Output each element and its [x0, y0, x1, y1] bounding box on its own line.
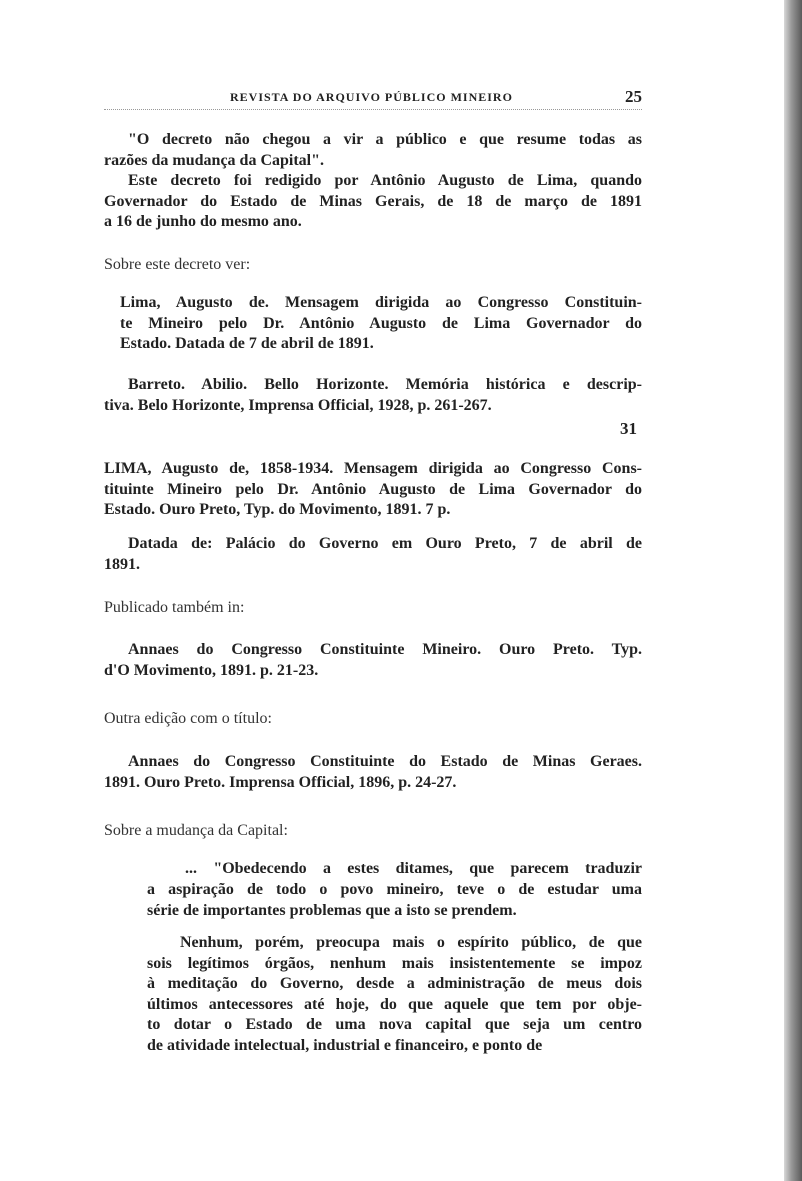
paragraph-line: Este decreto foi redigido por Antônio Augusto de Lima, quando	[128, 172, 642, 189]
catalog-entry-line: Estado. Ouro Preto, Typ. do Movimento, 1891. 7 p.	[104, 501, 451, 518]
quotation-line: Nenhum, porém, preocupa mais o espírito público, de que	[180, 934, 642, 951]
reference-line: tiva. Belo Horizonte, Imprensa Official, 1928, p. 261-267.	[104, 396, 492, 414]
quotation-line: sois legítimos órgãos, nenhum mais insistentemente se impoz	[147, 954, 642, 972]
header-rule	[104, 109, 642, 110]
running-header	[104, 89, 642, 111]
section-label-line: Sobre a mudança da Capital:	[104, 822, 288, 839]
quotation-line: ... "Obedecendo a estes ditames, que parecem traduzir	[185, 860, 642, 877]
paragraph-line: razões da mudança da Capital".	[104, 151, 325, 169]
section-label-line: Sobre este decreto ver:	[104, 256, 251, 273]
quotation-line: série de importantes problemas que a isto se prendem.	[147, 901, 517, 919]
reference-line: Annaes do Congresso Constituinte Mineiro. Ouro Preto. Typ.	[128, 641, 642, 658]
reference-line: Estado. Datada de 7 de abril de 1891.	[120, 335, 374, 352]
quotation-line: de atividade intelectual, industrial e financeiro, e ponto de	[147, 1036, 543, 1054]
note-line: 1891.	[104, 555, 140, 573]
section-label-line: Outra edição com o título:	[104, 710, 272, 727]
scan-edge	[784, 0, 802, 1181]
reference-line: d'O Movimento, 1891. p. 21-23.	[104, 661, 319, 679]
reference-line: Lima, Augusto de. Mensagem dirigida ao Congresso Constituin-	[120, 294, 642, 311]
catalog-entry-line: tituinte Mineiro pelo Dr. Antônio Augusto de Lima Governador do	[104, 480, 642, 498]
quotation-line: últimos antecessores até hoje, do que aquele que tem por obje-	[147, 995, 642, 1013]
page-number: 25	[625, 87, 642, 106]
paragraph-line: a 16 de junho do mesmo ano.	[104, 213, 302, 230]
quotation-line: a aspiração de todo o povo mineiro, teve o de estudar uma	[147, 880, 642, 898]
quotation-line: to dotar o Estado de uma nova capital que seja um centro	[147, 1016, 642, 1033]
quotation-line: à meditação do Governo, desde a administração de meus dois	[147, 975, 642, 992]
section-label-line: Publicado também in:	[104, 599, 245, 616]
catalog-entry-line: LIMA, Augusto de, 1858-1934. Mensagem dirigida ao Congresso Cons-	[104, 460, 642, 477]
reference-line: te Mineiro pelo Dr. Antônio Augusto de Lima Governador do	[120, 314, 642, 332]
reference-line: 1891. Ouro Preto. Imprensa Official, 1896, p. 24-27.	[104, 773, 457, 791]
reference-line: Annaes do Congresso Constituinte do Estado de Minas Geraes.	[128, 753, 642, 770]
paragraph-line: Governador do Estado de Minas Gerais, de 18 de março de 1891	[104, 192, 642, 210]
note-line: Datada de: Palácio do Governo em Ouro Preto, 7 de abril de	[128, 535, 642, 552]
paragraph-line: "O decreto não chegou a vir a público e que resume todas as	[128, 131, 642, 148]
journal-title: REVISTA DO ARQUIVO PÚBLICO MINEIRO	[230, 90, 513, 104]
reference-line: Barreto. Abilio. Bello Horizonte. Memória histórica e descrip-	[128, 376, 642, 393]
entry-number: 31	[620, 419, 637, 438]
